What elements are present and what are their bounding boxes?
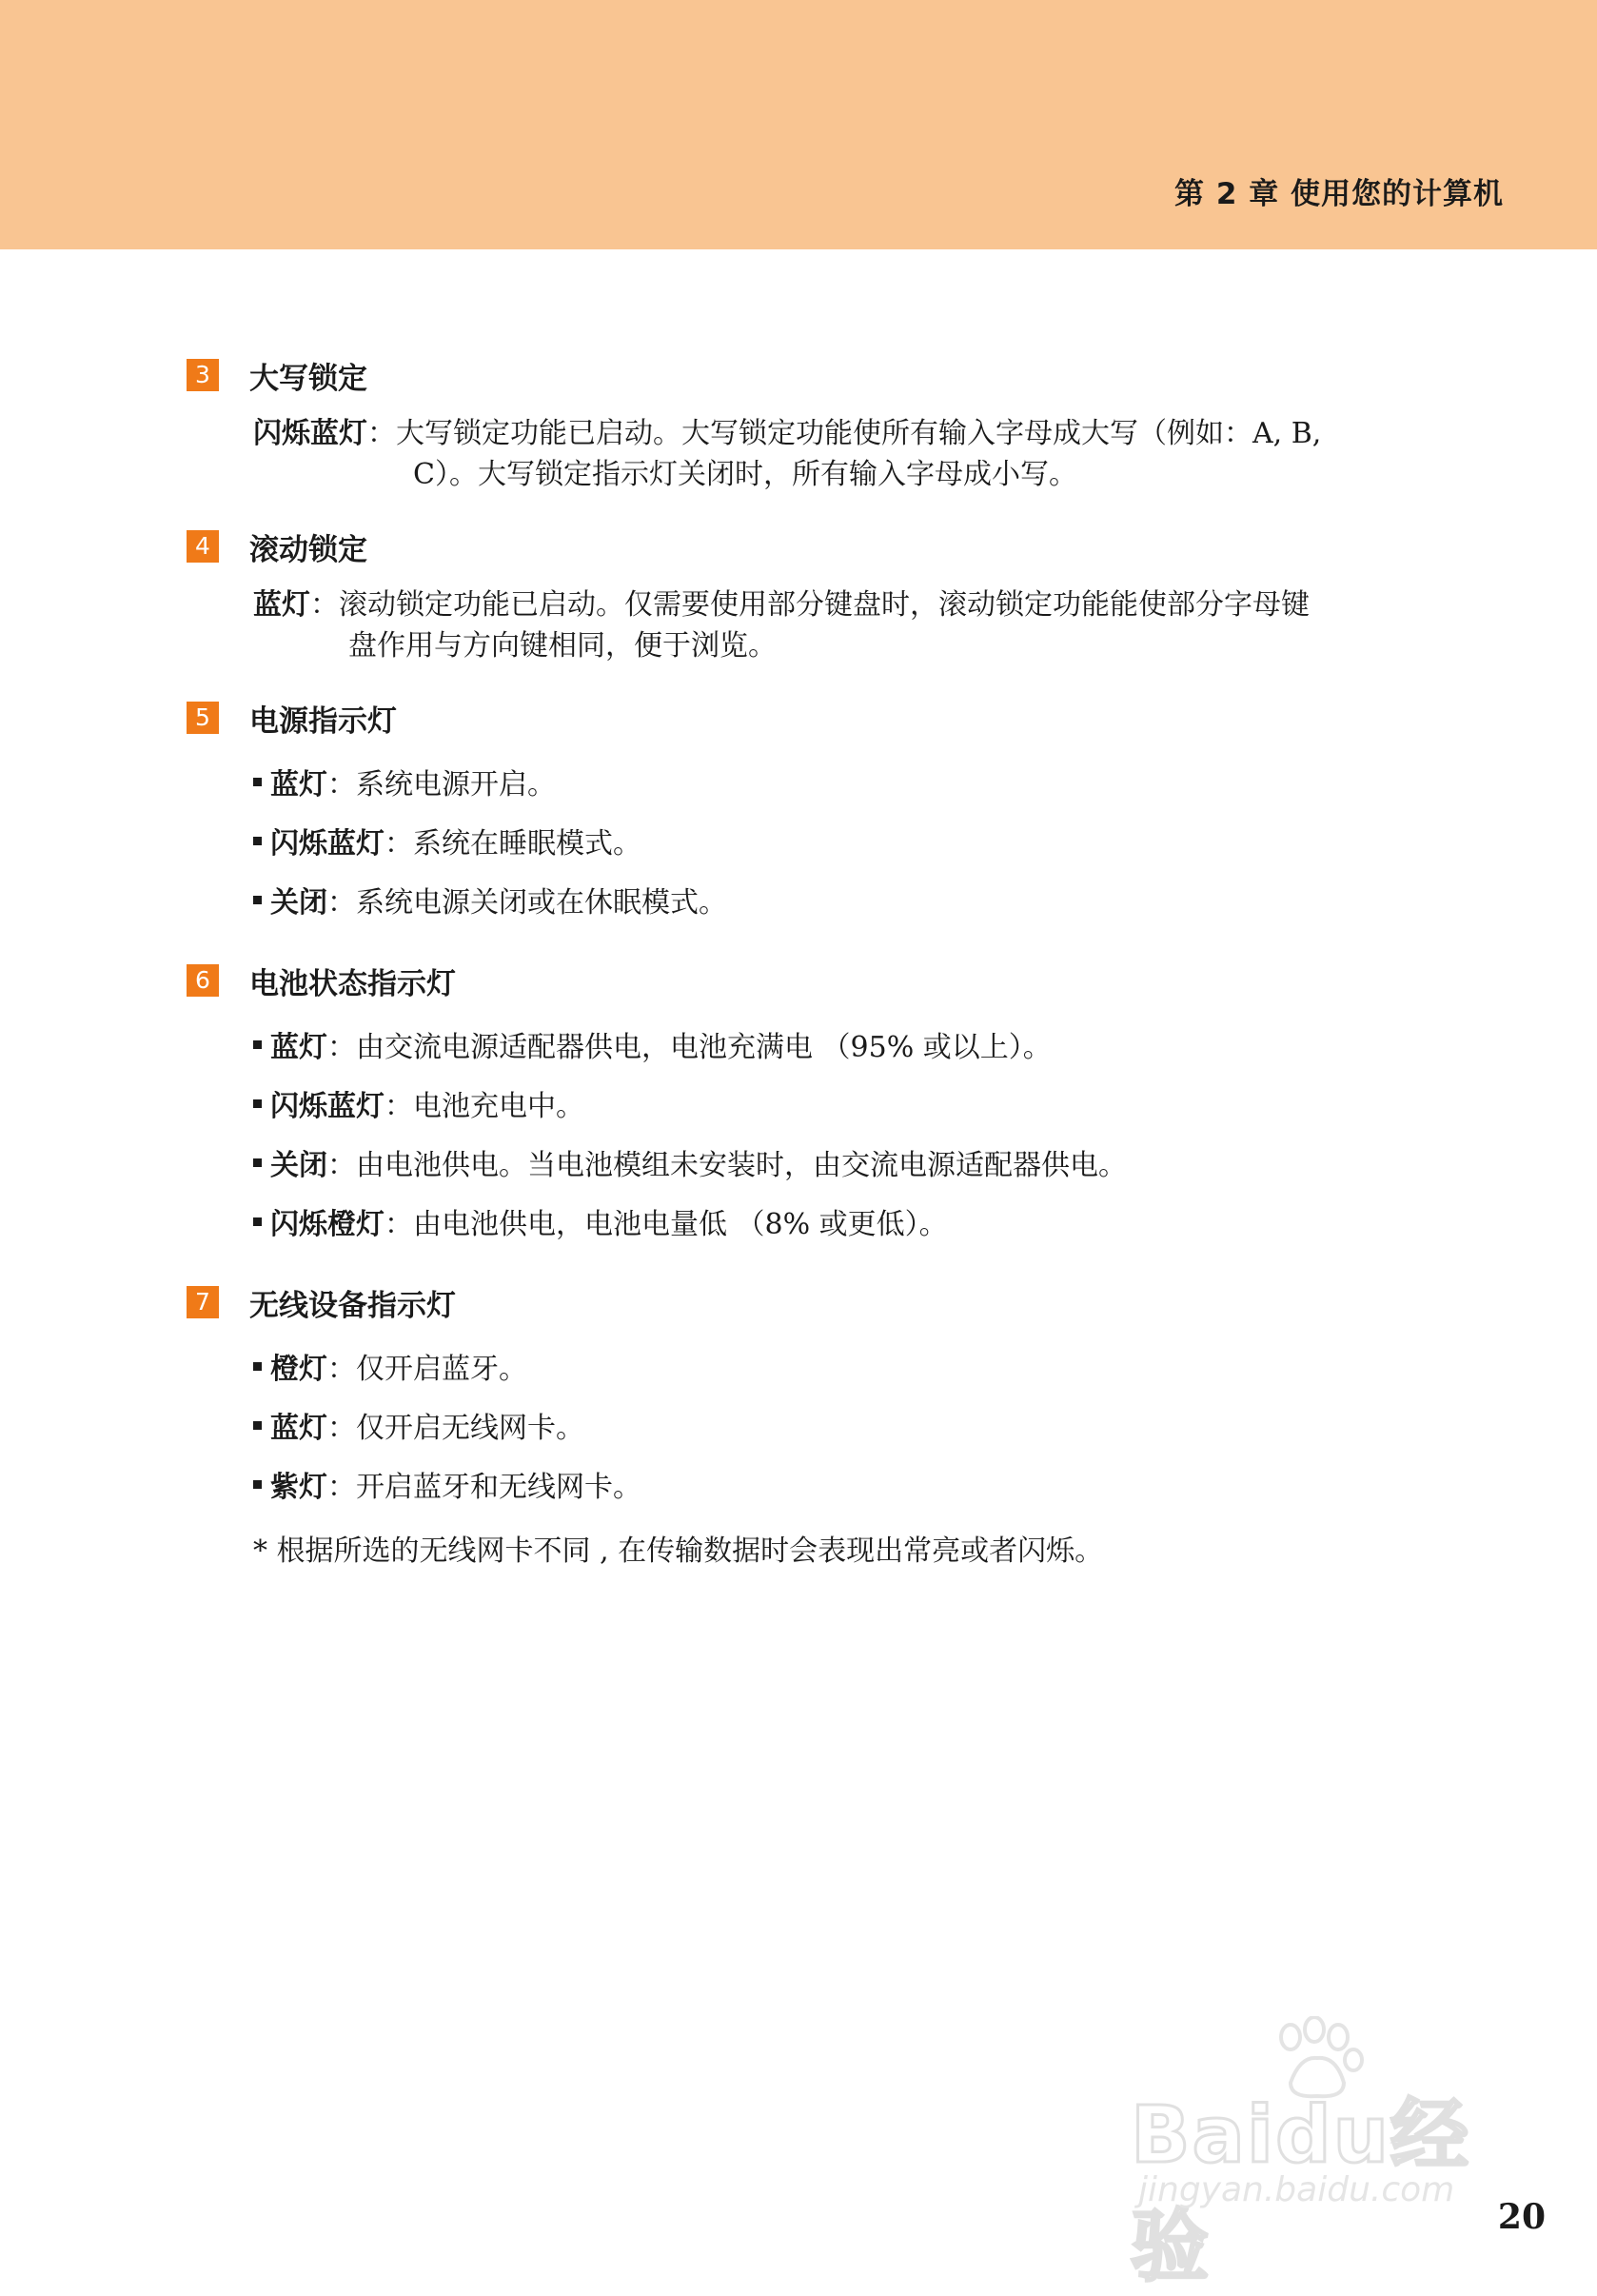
indicator-state-text: ：系统电源关闭或在休眠模式。 xyxy=(327,886,727,920)
indicator-state-term: 蓝灯 xyxy=(253,588,310,622)
section-description xyxy=(253,584,1452,666)
indicator-state-term: 关闭 xyxy=(270,886,327,920)
description-text-continued: C）。大写锁定指示灯关闭时，所有输入字母成小写。 xyxy=(413,458,1077,491)
watermark-logo-text: Baidu经验 xyxy=(1131,2090,1471,2292)
indicator-state-text: ：电池充电中。 xyxy=(384,1090,584,1123)
indicator-state-term: 关闭 xyxy=(270,1149,327,1182)
section-number-badge: 7 xyxy=(187,1286,219,1318)
bullet-square-icon xyxy=(253,1480,262,1489)
bullet-square-icon xyxy=(253,1421,262,1430)
section-title: 大写锁定 xyxy=(249,361,367,396)
description-text: ：大写锁定功能已启动。大写锁定功能使所有输入字母成大写（例如：A, B, xyxy=(367,417,1322,450)
indicator-state-text: ：仅开启蓝牙。 xyxy=(327,1353,527,1386)
bullet-square-icon xyxy=(253,778,262,786)
baidu-watermark xyxy=(1131,2016,1511,2292)
page-number: 20 xyxy=(1497,2197,1546,2237)
section-number-badge: 6 xyxy=(187,964,219,997)
bullet-square-icon xyxy=(253,1217,262,1226)
bullet-square-icon xyxy=(253,896,262,904)
section-battery-indicator xyxy=(187,954,1452,1251)
indicator-state-term: 闪烁蓝灯 xyxy=(253,417,367,450)
description-text: ：滚动锁定功能已启动。仅需要使用部分键盘时，滚动锁定功能能使部分字母键 xyxy=(310,588,1310,622)
section-description xyxy=(253,413,1452,495)
indicator-state-text: ：开启蓝牙和无线网卡。 xyxy=(327,1471,641,1504)
list-item xyxy=(253,870,1452,929)
indicator-state-text: ：仅开启无线网卡。 xyxy=(327,1412,584,1445)
list-item xyxy=(253,1395,1452,1455)
indicator-state-text: ：由交流电源适配器供电，电池充满电 （95% 或以上）。 xyxy=(327,1031,1052,1064)
list-item xyxy=(253,1133,1452,1192)
watermark-url: jingyan.baidu.com xyxy=(1138,2170,1455,2209)
list-item xyxy=(253,811,1452,870)
indicator-state-term: 闪烁橙灯 xyxy=(270,1208,384,1241)
page-content xyxy=(187,348,1452,1596)
list-item xyxy=(253,1192,1452,1251)
indicator-state-list xyxy=(253,752,1452,929)
section-title: 无线设备指示灯 xyxy=(249,1288,456,1323)
list-item xyxy=(253,1455,1452,1514)
indicator-state-term: 蓝灯 xyxy=(270,1412,327,1445)
description-text-continued: 盘作用与方向键相同，便于浏览。 xyxy=(348,629,777,663)
section-number-badge: 4 xyxy=(187,530,219,563)
indicator-state-term: 闪烁蓝灯 xyxy=(270,827,384,861)
indicator-state-term: 紫灯 xyxy=(270,1471,327,1504)
section-title: 滚动锁定 xyxy=(249,532,367,567)
indicator-state-text: ：由电池供电，电池电量低 （8% 或更低）。 xyxy=(384,1208,948,1241)
indicator-state-term: 蓝灯 xyxy=(270,768,327,802)
indicator-state-term: 橙灯 xyxy=(270,1353,327,1386)
indicator-state-term: 蓝灯 xyxy=(270,1031,327,1064)
chapter-title: 第 2 章 使用您的计算机 xyxy=(1174,177,1504,211)
list-item xyxy=(253,1074,1452,1133)
section-number-badge: 3 xyxy=(187,359,219,391)
section-scroll-lock xyxy=(187,520,1452,666)
indicator-state-text: ：系统电源开启。 xyxy=(327,768,556,802)
section-caps-lock xyxy=(187,348,1452,495)
indicator-state-term: 闪烁蓝灯 xyxy=(270,1090,384,1123)
list-item xyxy=(253,752,1452,811)
list-item xyxy=(253,1015,1452,1074)
indicator-state-text: ：由电池供电。当电池模组未安装时，由交流电源适配器供电。 xyxy=(327,1149,1127,1182)
bullet-square-icon xyxy=(253,1099,262,1108)
section-number-badge: 5 xyxy=(187,702,219,734)
bullet-square-icon xyxy=(253,1362,262,1371)
bullet-square-icon xyxy=(253,1158,262,1167)
list-item xyxy=(253,1336,1452,1395)
indicator-state-list xyxy=(253,1015,1452,1251)
section-wireless-indicator xyxy=(187,1276,1452,1572)
indicator-state-list xyxy=(253,1336,1452,1514)
section-title: 电源指示灯 xyxy=(249,703,397,739)
footnote: * 根据所选的无线网卡不同 , 在传输数据时会表现出常亮或者闪烁。 xyxy=(253,1534,1104,1568)
bullet-square-icon xyxy=(253,837,262,845)
bullet-square-icon xyxy=(253,1040,262,1049)
indicator-state-text: ：系统在睡眠模式。 xyxy=(384,827,641,861)
section-title: 电池状态指示灯 xyxy=(249,966,456,1001)
section-power-indicator xyxy=(187,691,1452,929)
chapter-header-band xyxy=(0,0,1597,249)
